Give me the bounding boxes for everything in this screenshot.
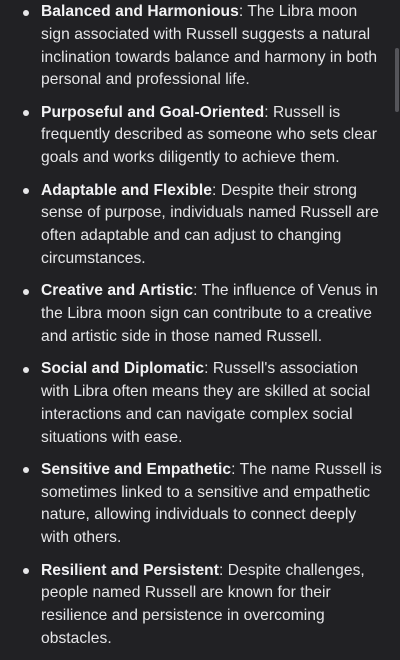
trait-title: Resilient and Persistent	[41, 561, 219, 579]
bullet-icon	[23, 10, 29, 16]
bullet-icon	[23, 188, 29, 194]
trait-description: : Russell's association with Libra often means they are skilled at social interactions and can navigate complex social situations with ease.	[41, 360, 371, 446]
bullet-icon	[23, 289, 29, 295]
bullet-icon	[23, 367, 29, 373]
trait-title: Creative and Artistic	[41, 282, 194, 300]
scrollbar-thumb[interactable]	[395, 48, 399, 112]
list-item	[0, 459, 390, 550]
list-item	[0, 280, 390, 348]
trait-list	[0, 1, 390, 660]
bullet-icon	[23, 467, 29, 473]
bullet-icon	[23, 568, 29, 574]
trait-description: : Despite their strong sense of purpose, individuals named Russell are often adaptable and can adjust to changing circumstances.	[41, 181, 379, 267]
list-item	[0, 560, 390, 651]
trait-description: : Russell is frequently described as someone who sets clear goals and works diligently to achieve them.	[41, 103, 378, 167]
trait-description: : Despite challenges, people named Russell are known for their resilience and persistence in overcoming obstacles.	[41, 561, 365, 647]
list-item	[0, 1, 390, 92]
list-item	[0, 180, 390, 271]
list-item	[0, 358, 390, 449]
trait-description: : The influence of Venus in the Libra moon sign can contribute to a creative and artistic side in those named Russell.	[41, 282, 378, 345]
trait-title: Social and Diplomatic	[41, 360, 205, 378]
list-item	[0, 102, 390, 170]
trait-title: Sensitive and Empathetic	[41, 460, 232, 478]
trait-title: Balanced and Harmonious	[41, 3, 239, 20]
trait-title: Adaptable and Flexible	[41, 181, 212, 199]
trait-description: : The Libra moon sign associated with Russell suggests a natural inclination towards balance and harmony in both personal and professional life.	[41, 3, 378, 89]
vertical-scrollbar[interactable]	[392, 0, 400, 621]
trait-description: : The name Russell is sometimes linked to a sensitive and empathetic nature, allowing individuals to connect deeply with others.	[41, 460, 382, 547]
trait-title: Purposeful and Goal-Oriented	[41, 103, 265, 121]
bullet-icon	[23, 110, 29, 116]
